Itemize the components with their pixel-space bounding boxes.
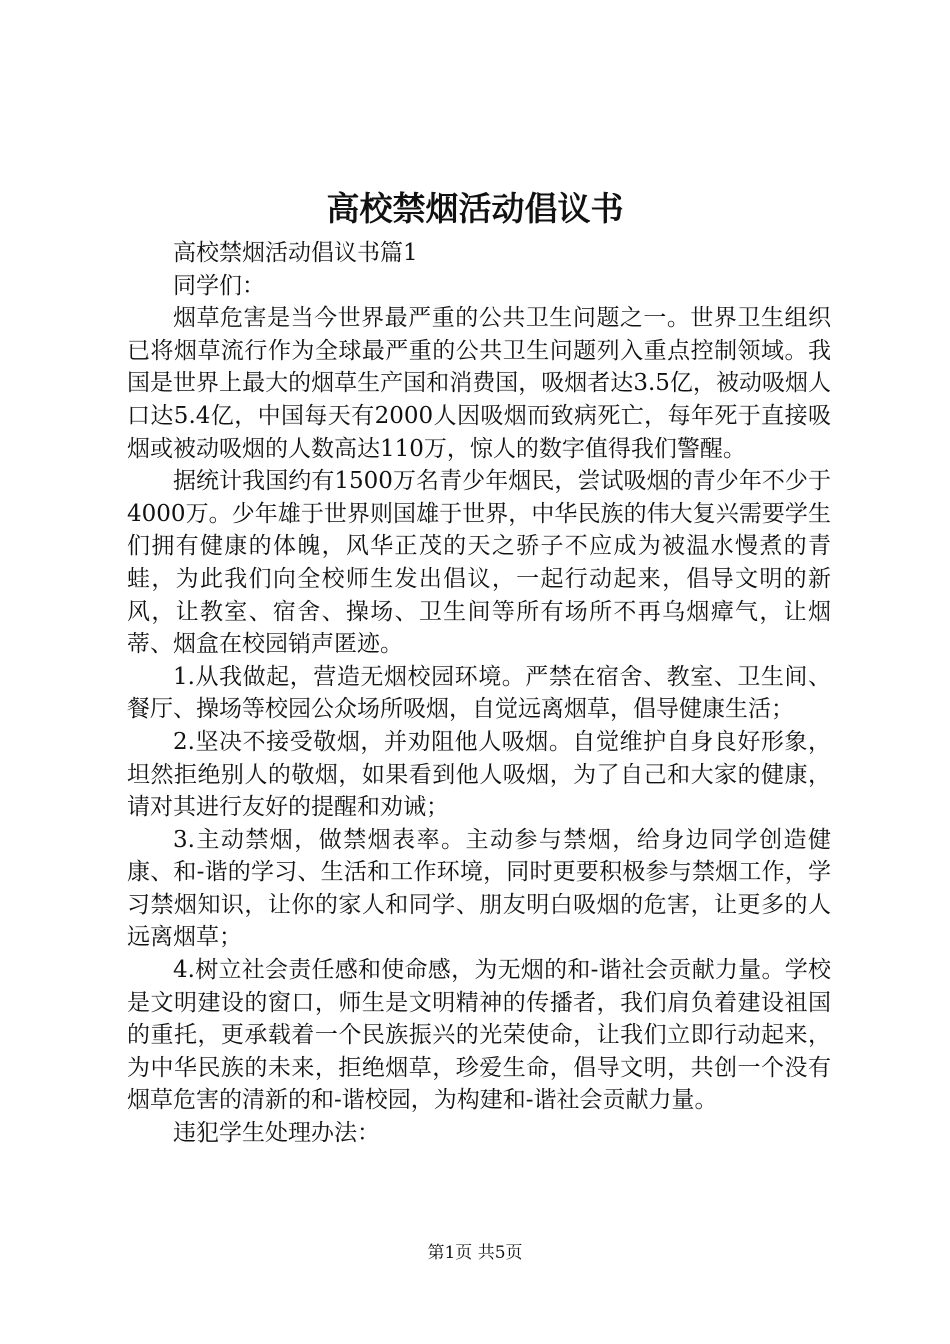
list-item-3: 3.主动禁烟，做禁烟表率。主动参与禁烟，给身边同学创造健康、和-谐的学习、生活和工作环境，同时更要积极参与禁烟工作，学习禁烟知识，让你的家人和同学、朋友明白吸烟的危害，让更多的人远离烟草； — [127, 826, 831, 951]
list-item-2: 2.坚决不接受敬烟，并劝阻他人吸烟。自觉维护自身良好形象，坦然拒绝别人的敬烟，如果看到他人吸烟，为了自己和大家的健康，请对其进行友好的提醒和劝诫； — [127, 728, 831, 821]
document-title: 高校禁烟活动倡议书 — [326, 189, 624, 228]
section-heading: 高校禁烟活动倡议书篇1 — [173, 240, 418, 266]
subsection-heading: 违犯学生处理办法： — [173, 1120, 380, 1147]
body-paragraph: 据统计我国约有1500万名青少年烟民，尝试吸烟的青少年不少于4000万。少年雄于世界则国雄于世界，中华民族的伟大复兴需要学生们拥有健康的体魄，风华正茂的天之骄子不应成为被温水慢煮的青蛙，为此我们向全校师生发出倡议，一起行动起来，倡导文明的新风，让教室、宿舍、操场、卫生间等所有场所不再乌烟瘴气，让烟蒂、烟盒在校园销声匿迹。 — [127, 468, 831, 658]
list-item-4: 4.树立社会责任感和使命感，为无烟的和-谐社会贡献力量。学校是文明建设的窗口，师生是文明精神的传播者，我们肩负着建设祖国的重托，更承载着一个民族振兴的光荣使命，让我们立即行动起来，为中华民族的未来，拒绝烟草，珍爱生命，倡导文明，共创一个没有烟草危害的清新的和-谐校园，为构建和-谐社会贡献力量。 — [127, 957, 831, 1114]
list-item-1: 1.从我做起，营造无烟校园环境。严禁在宿舍、教室、卫生间、餐厅、操场等校园公众场所吸烟，自觉远离烟草，倡导健康生活； — [127, 663, 831, 723]
document-body — [127, 237, 831, 1150]
salutation: 同学们： — [173, 272, 265, 299]
page-number: 第1页 共5页 — [427, 1243, 523, 1263]
body-paragraph: 烟草危害是当今世界最严重的公共卫生问题之一。世界卫生组织已将烟草流行作为全球最严重的公共卫生问题列入重点控制领域。我国是世界上最大的烟草生产国和消费国，吸烟者达3.5亿，被动吸烟人口达5.4亿，中国每天有2000人因吸烟而致病死亡，每年死于直接吸烟或被动吸烟的人数高达110万，惊人的数字值得我们警醒。 — [127, 305, 831, 462]
